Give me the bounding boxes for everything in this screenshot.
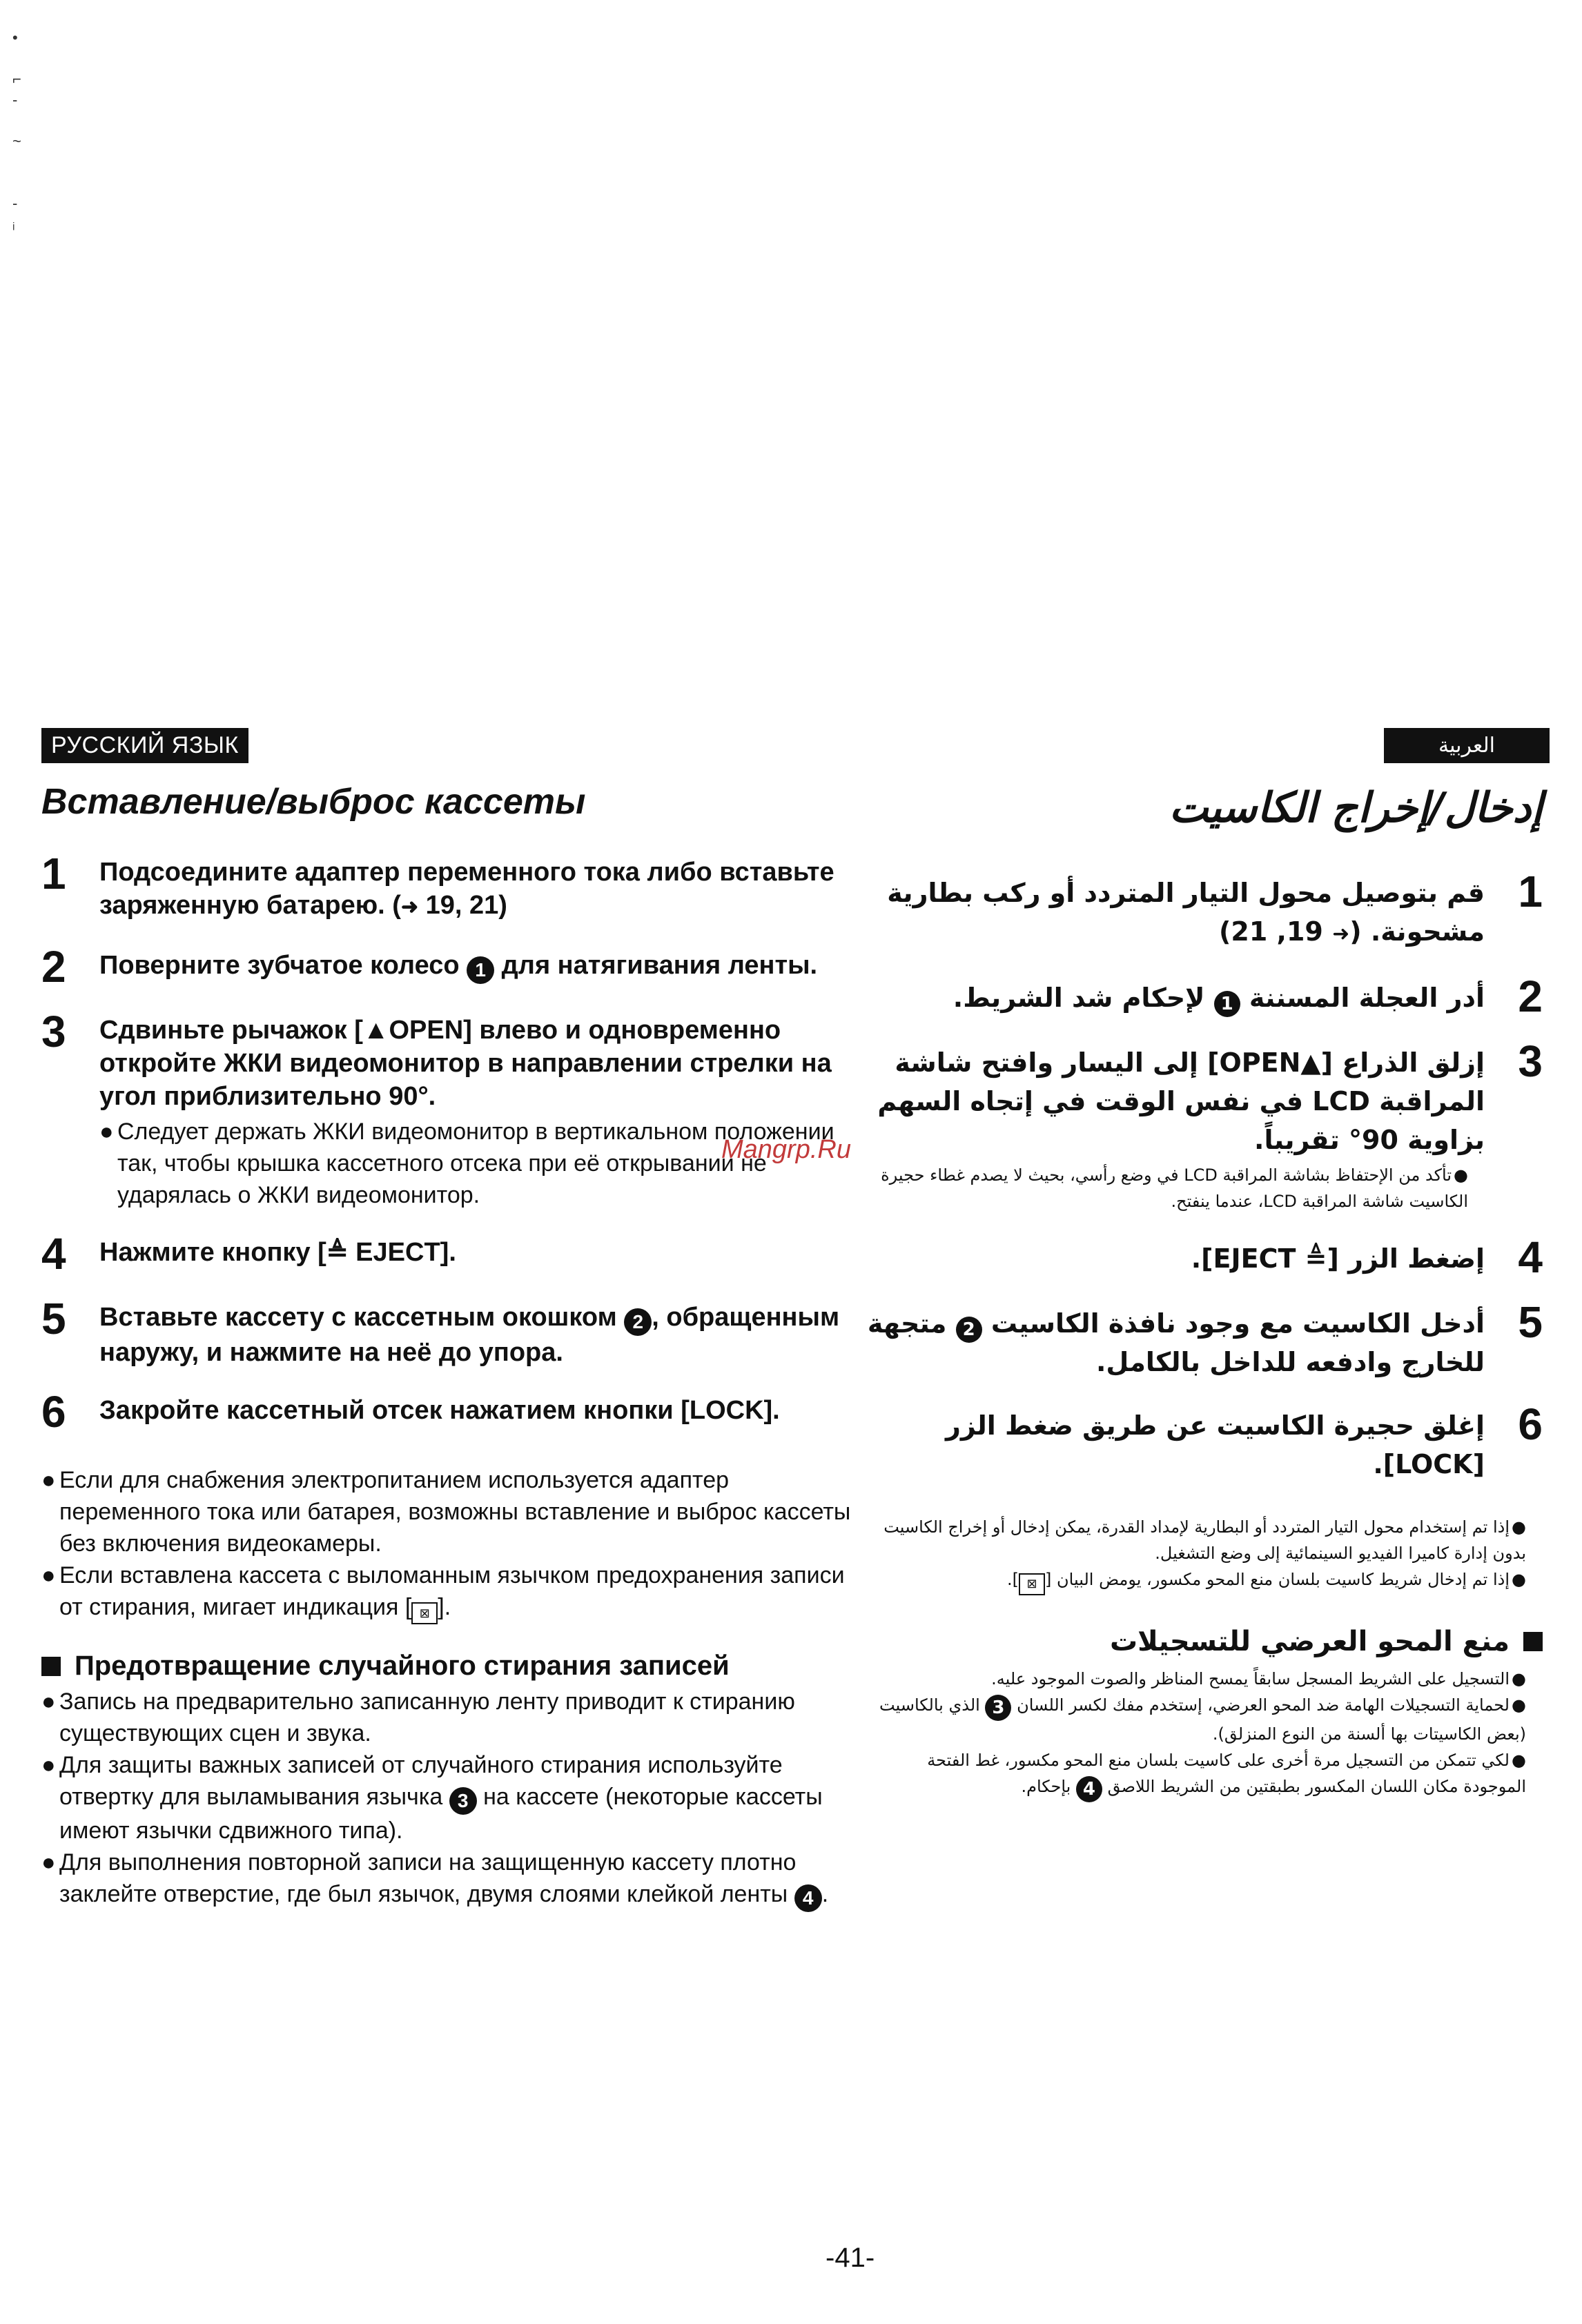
bullet-icon: ● xyxy=(1512,1570,1526,1589)
arrow-right-icon: ➜ xyxy=(400,896,419,918)
step-number: 5 xyxy=(41,1294,66,1343)
note-item: ●إذا تم إستخدام محول التيار المتردد أو البطارية لإمداد القدرة، يمكن إدخال أو إخراج الكاسيت بدون إدارة كاميرا الفيديو السينمائية إلى وضع التشغيل. xyxy=(866,1514,1543,1566)
step-5: 5 Вставьте кассету с кассетным окошком 2 , обращенным наружу, и нажмите на неё до упора. xyxy=(41,1301,856,1369)
step-number: 3 xyxy=(1518,1036,1543,1086)
circled-number-icon: 1 xyxy=(467,956,494,984)
arrow-right-icon: ➜ xyxy=(1332,922,1350,946)
section-bullet: ● Для защиты важных записей от случайного стирания используйте отвертку для выламывания язычка 3 на кассете (некоторые кассеты имеют язычки сдвижного типа). xyxy=(41,1749,856,1847)
subheading: Предотвращение случайного стирания записей xyxy=(41,1651,856,1682)
step-note: ● Следует держать ЖКИ видеомонитор в вертикальном положении так, чтобы крышка кассетного отсека при её открывании не ударялась о ЖКИ видеомонитор. xyxy=(99,1116,856,1211)
notes xyxy=(41,1464,856,1624)
language-tag-arabic: العربية xyxy=(1384,728,1550,763)
section-bullet: ●لحماية التسجيلات الهامة ضد المحو العرضي، إستخدم مفك لكسر اللسان 3 الذي بالكاسيت (بعض الكاسيتات بها ألسنة من النوع المنزلق). xyxy=(866,1692,1543,1747)
notes xyxy=(866,1514,1543,1595)
step-4: 4 Нажмите кнопку [≜ EJECT]. xyxy=(41,1229,456,1279)
step-1: 1 Подсоедините адаптер переменного тока либо вставьте заряженную батарею. (➜ 19, 21) xyxy=(41,856,856,924)
cassette-warning-icon: ⊠ xyxy=(1019,1573,1045,1595)
circled-number-icon: 2 xyxy=(956,1317,982,1343)
bullet-icon: ● xyxy=(41,1467,56,1493)
note-item: ● Если для снабжения электропитанием используется адаптер переменного тока или батарея, возможны вставление и выброс кассеты без включения видеокамеры. xyxy=(41,1464,856,1559)
bullet-icon: ● xyxy=(99,1119,114,1145)
bullet-icon: ● xyxy=(41,1752,56,1778)
bullet-icon: ● xyxy=(41,1849,56,1875)
step-4: 4 إضغط الزر [≜ EJECT]. xyxy=(1191,1232,1543,1282)
bullet-icon: ● xyxy=(41,1688,56,1715)
section-bullet: ● Запись на предварительно записанную ленту приводит к стиранию существующих сцен и звука. xyxy=(41,1686,856,1749)
step-3: 3 Сдвиньте рычажок [▲OPEN] влево и одновременно откройте ЖКИ видеомонитор в направлении стрелки на угол приблизительно 90°. ● Следует держать ЖКИ видеомонитор в вертикальном положении так, чтобы крышка кассетного отсека при её открывании не ударялась о ЖКИ видеомонитор. xyxy=(41,1014,856,1211)
bullet-icon: ● xyxy=(1512,1517,1526,1537)
step-number: 2 xyxy=(41,942,66,992)
bullet-icon: ● xyxy=(1512,1751,1526,1770)
circled-number-icon: 4 xyxy=(1076,1776,1102,1802)
section-title-arabic: إدخال/إخراج الكاسيت xyxy=(1169,784,1543,832)
step-6: 6 Закройте кассетный отсек нажатием кнопки [LOCK]. xyxy=(41,1387,780,1437)
step-2: 2 Поверните зубчатое колесо 1 для натягивания ленты. xyxy=(41,942,818,992)
watermark: Mangrp.Ru xyxy=(721,1135,851,1164)
step-5: 5 أدخل الكاسيت مع وجود نافذة الكاسيت 2 متجهة للخارج وادفعه للداخل بالكامل. xyxy=(866,1304,1543,1381)
circled-number-icon: 4 xyxy=(794,1884,822,1912)
circled-number-icon: 3 xyxy=(985,1695,1011,1721)
step-number: 6 xyxy=(1518,1399,1543,1449)
section-bullet: ●التسجيل على الشريط المسجل سابقاً يمسح المناظر والصوت الموجود عليه. xyxy=(866,1666,1543,1692)
step-number: 4 xyxy=(1518,1232,1543,1282)
step-number: 3 xyxy=(41,1007,66,1056)
circled-number-icon: 2 xyxy=(624,1308,652,1336)
circled-number-icon: 1 xyxy=(1214,991,1240,1017)
bullet-icon: ● xyxy=(41,1562,56,1588)
step-number: 1 xyxy=(1518,867,1543,916)
section-bullet: ● Для выполнения повторной записи на защищенную кассету плотно заклейте отверстие, где был язычок, двумя слоями клейкой ленты 4 . xyxy=(41,1847,856,1912)
cassette-warning-icon: ⊠ xyxy=(411,1602,438,1624)
language-tag-russian: РУССКИЙ ЯЗЫК xyxy=(41,728,248,763)
circled-number-icon: 3 xyxy=(449,1787,477,1815)
step-3: 3 إزلق الذراع [▲OPEN] إلى اليسار وافتح شاشة المراقبة LCD في نفس الوقت في إتجاه السهم بزاوية 90° تقريباً. ●تأكد من الإحتفاظ بشاشة المراقبة LCD في وضع رأسي، بحيث لا يصدم غطاء حجيرة الكاسيت شاشة المراقبة LCD، عندما ينفتح. xyxy=(866,1043,1543,1214)
note-item: ● Если вставлена кассета с выломанным язычком предохранения записи от стирания, мигает индикация [ ⊠ ]. xyxy=(41,1559,856,1624)
step-number: 2 xyxy=(1518,972,1543,1021)
step-number: 4 xyxy=(41,1229,66,1279)
bullet-icon: ● xyxy=(1454,1165,1468,1185)
note-item: ●إذا تم إدخال شريط كاسيت بلسان منع المحو مكسور، يومض البيان [⊠]. xyxy=(866,1566,1543,1595)
scan-marks: • ⌐ - ~ - ᵢ xyxy=(12,29,21,233)
arabic-column xyxy=(866,728,1543,1802)
square-bullet-icon xyxy=(41,1657,61,1676)
step-note: ●تأكد من الإحتفاظ بشاشة المراقبة LCD في وضع رأسي، بحيث لا يصدم غطاء حجيرة الكاسيت شاشة المراقبة LCD، عندما ينفتح. xyxy=(866,1162,1485,1214)
step-1: 1 قم بتوصيل محول التيار المتردد أو ركب بطارية مشحونة. (➜ 19, 21) xyxy=(866,874,1543,954)
step-number: 6 xyxy=(41,1387,66,1437)
subheading: منع المحو العرضي للتسجيلات xyxy=(866,1626,1543,1657)
step-number: 5 xyxy=(1518,1297,1543,1347)
bullet-icon: ● xyxy=(1512,1695,1526,1715)
russian-column xyxy=(41,728,856,1912)
step-6: 6 إغلق حجيرة الكاسيت عن طريق ضغط الزر [LOCK]. xyxy=(866,1406,1543,1484)
page-number: -41- xyxy=(826,2243,875,2273)
square-bullet-icon xyxy=(1523,1632,1543,1651)
bullet-icon: ● xyxy=(1512,1669,1526,1688)
section-title-russian: Вставление/выброс кассеты xyxy=(41,782,586,822)
section-bullet: ●لكي تتمكن من التسجيل مرة أخرى على كاسيت بلسان منع المحو مكسور، غط الفتحة الموجودة مكان اللسان المكسور بطبقتين من الشريط اللاصق 4 بإحكام. xyxy=(866,1747,1543,1802)
step-2: 2 أدر العجلة المسننة 1 لإحكام شد الشريط. xyxy=(953,972,1543,1021)
step-number: 1 xyxy=(41,849,66,898)
